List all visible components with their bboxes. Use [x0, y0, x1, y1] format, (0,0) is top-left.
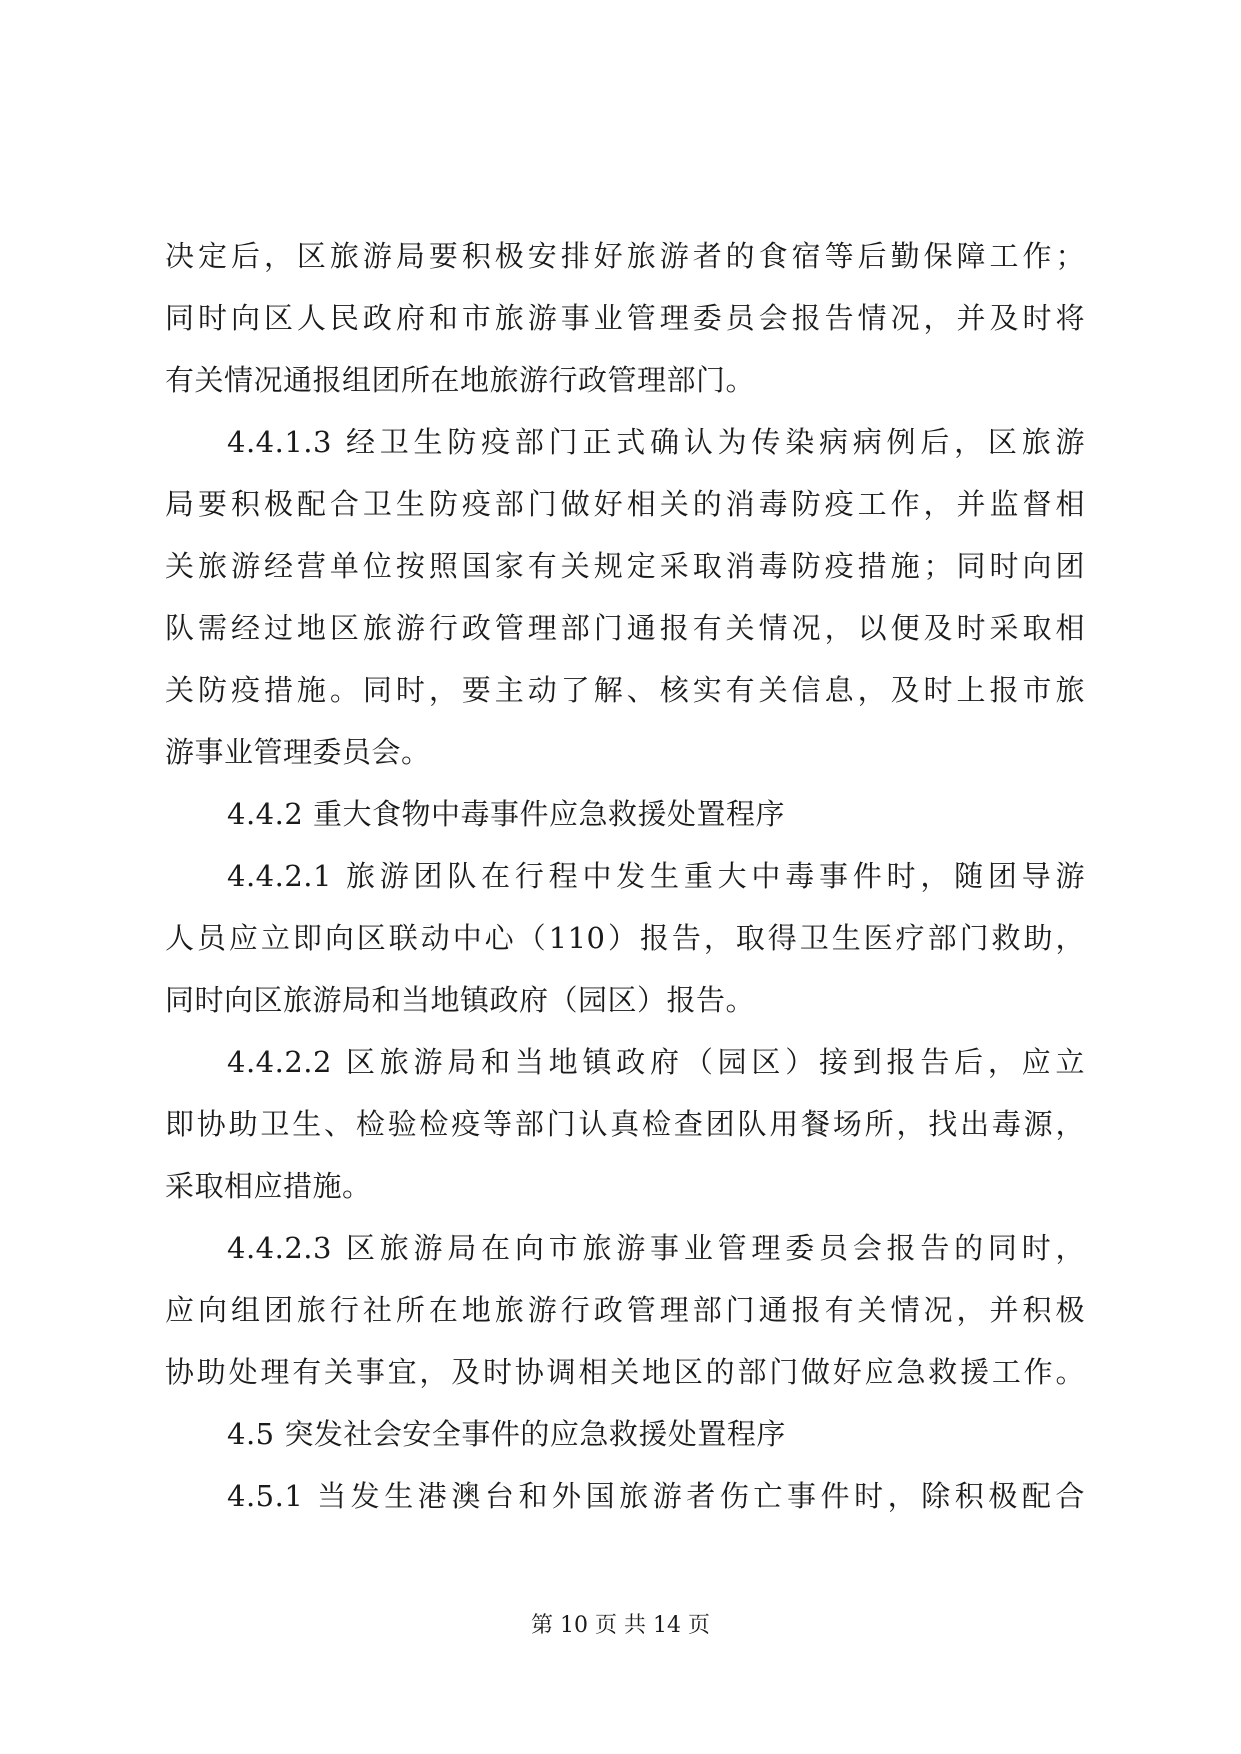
text-line: 应向组团旅行社所在地旅游行政管理部门通报有关情况，并积极: [165, 1293, 1085, 1327]
text-line: 关旅游经营单位按照国家有关规定采取消毒防疫措施；同时向团: [165, 549, 1085, 583]
text-line: 4.4.1.3 经卫生防疫部门正式确认为传染病病例后，区旅游: [227, 425, 1085, 459]
text-line: 游事业管理委员会。: [165, 735, 431, 769]
text-line: 4.4.2.2 区旅游局和当地镇政府（园区）接到报告后，应立: [227, 1045, 1085, 1079]
text-line: 即协助卫生、检验检疫等部门认真检查团队用餐场所，找出毒源，: [165, 1107, 1085, 1141]
text-line: 4.4.2.3 区旅游局在向市旅游事业管理委员会报告的同时，: [227, 1231, 1085, 1265]
text-line: 决定后，区旅游局要积极安排好旅游者的食宿等后勤保障工作；: [165, 239, 1085, 273]
text-line: 关防疫措施。同时，要主动了解、核实有关信息，及时上报市旅: [165, 673, 1085, 707]
text-line: 4.4.2.1 旅游团队在行程中发生重大中毒事件时，随团导游: [227, 859, 1085, 893]
text-line: 协助处理有关事宜，及时协调相关地区的部门做好应急救援工作。: [165, 1355, 1085, 1389]
text-line: 采取相应措施。: [165, 1169, 372, 1203]
text-line: 同时向区旅游局和当地镇政府（园区）报告。: [165, 983, 756, 1017]
section-heading: 4.5 突发社会安全事件的应急救援处置程序: [227, 1417, 786, 1451]
text-line: 同时向区人民政府和市旅游事业管理委员会报告情况，并及时将: [165, 301, 1085, 335]
text-line: 有关情况通报组团所在地旅游行政管理部门。: [165, 363, 756, 397]
text-line: 队需经过地区旅游行政管理部门通报有关情况，以便及时采取相: [165, 611, 1085, 645]
text-line: 人员应立即向区联动中心（110）报告，取得卫生医疗部门救助，: [165, 921, 1085, 955]
text-line: 4.5.1 当发生港澳台和外国旅游者伤亡事件时，除积极配合: [227, 1479, 1085, 1513]
page-number-footer: 第 10 页 共 14 页: [531, 1613, 710, 1638]
text-line: 局要积极配合卫生防疫部门做好相关的消毒防疫工作，并监督相: [165, 487, 1085, 521]
document-body: [165, 225, 1085, 1527]
section-heading: 4.4.2 重大食物中毒事件应急救援处置程序: [227, 797, 786, 831]
